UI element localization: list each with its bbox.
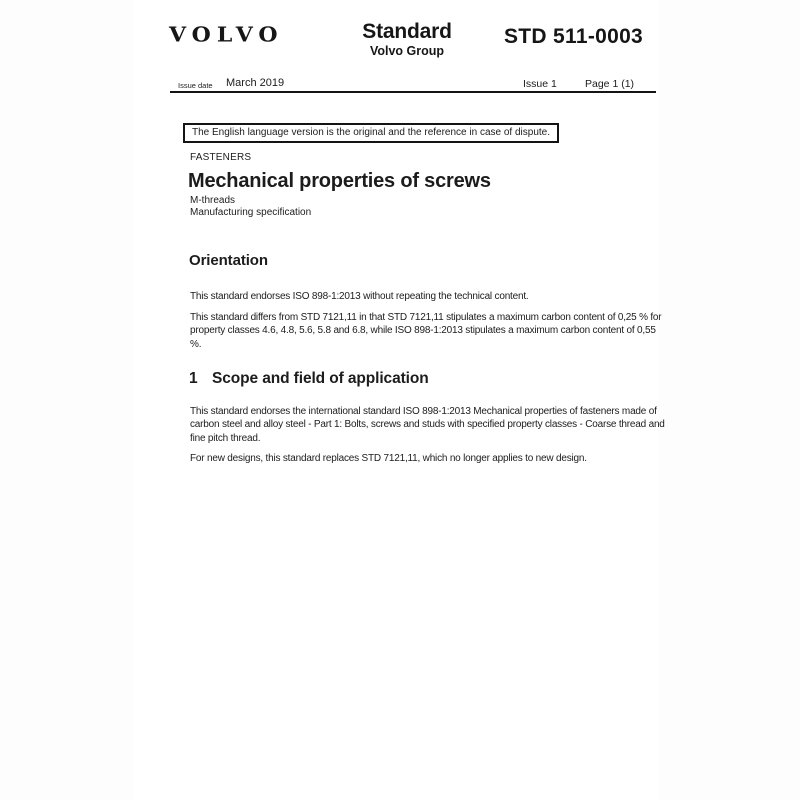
page-number: Page 1 (1) bbox=[585, 78, 635, 90]
document-page bbox=[133, 0, 665, 800]
scope-section-title: Scope and field of application bbox=[212, 370, 429, 387]
scope-paragraph-1: This standard endorses the international standard ISO 898-1:2013 Mechanical properties of fasteners made of carbon steel and alloy steel - Part 1: Bolts, screws and studs with specified property classes - Coarse thread and fine pitch thread. bbox=[190, 406, 665, 444]
dispute-notice-box bbox=[183, 123, 559, 143]
issue-date-value: March 2019 bbox=[226, 77, 285, 89]
orientation-paragraph-1: This standard endorses ISO 898-1:2013 without repeating the technical content. bbox=[190, 291, 529, 302]
volvo-logo: VOLVO bbox=[169, 23, 284, 47]
orientation-heading: Orientation bbox=[189, 252, 268, 269]
doc-number: STD 511-0003 bbox=[504, 25, 644, 48]
scope-section-number: 1 bbox=[189, 370, 198, 387]
issue-date-label: Issue date bbox=[178, 81, 213, 90]
document-title: Mechanical properties of screws bbox=[188, 170, 491, 192]
orientation-paragraph-2: This standard differs from STD 7121,11 in that STD 7121,11 stipulates a maximum carbon content of 0,25 % for property classes 4.6, 4.8, 5.6, 5.8 and 6.8, while ISO 898-1:2013 stipulates a maximum carbon content of 0,55 %. bbox=[190, 312, 662, 350]
header-divider-rule bbox=[170, 91, 656, 93]
scope-paragraph-2: For new designs, this standard replaces STD 7121,11, which no longer applies to new design. bbox=[190, 453, 587, 464]
issue-number: Issue 1 bbox=[523, 78, 557, 90]
scope-heading bbox=[189, 370, 429, 388]
document-category: FASTENERS bbox=[190, 152, 252, 163]
dispute-notice-text: The English language version is the original and the reference in case of dispute. bbox=[192, 127, 551, 138]
document-subtitle-spec: Manufacturing specification bbox=[190, 207, 312, 218]
document-subtitle-threads: M-threads bbox=[190, 195, 236, 206]
doc-type-title: Standard bbox=[362, 20, 452, 43]
doc-type-block bbox=[333, 21, 481, 58]
doc-type-org: Volvo Group bbox=[369, 44, 445, 59]
